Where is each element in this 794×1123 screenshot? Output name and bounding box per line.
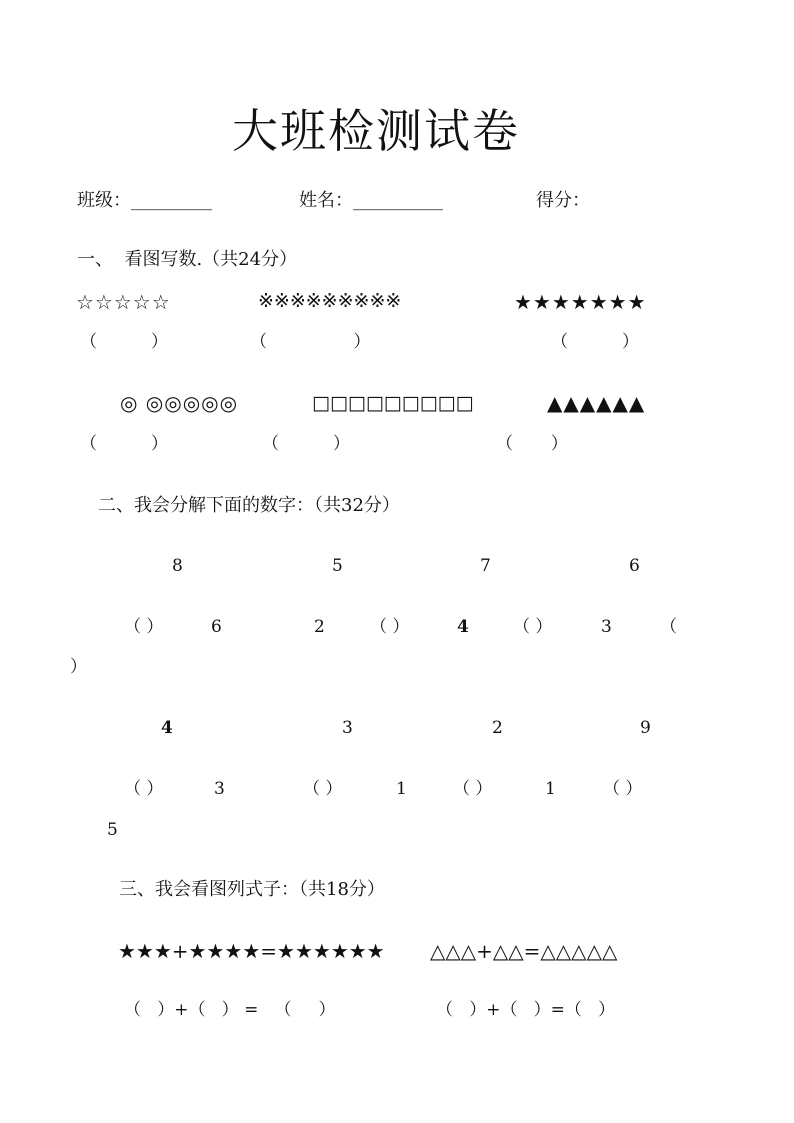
decompose-total: 6 [629,556,640,576]
decompose-part: 3 [214,779,225,799]
symbol-group-stars-filled: ★★★★★★★ [514,290,647,314]
decompose-part: 6 [211,617,222,637]
decompose-blank: （ ） [124,617,164,637]
decompose-total: 7 [480,556,491,576]
section1-heading: 一、 看图写数.（共24分） [77,249,298,270]
equation-stars: ★★★+★★★★=★★★★★★ [118,939,385,963]
decompose-part: 3 [601,617,612,637]
answer-blank-1: （ ） [80,332,169,352]
decompose-total: 4 [161,718,173,738]
decompose-part: 1 [545,779,556,799]
answer-blank-5: （ ） [262,434,351,454]
section3-heading: 三、我会看图列式子：（共18分） [119,879,385,900]
decompose-blank-open: （ [660,617,677,637]
decompose-total: 3 [342,718,353,738]
decompose-blank: （ ） [370,617,410,637]
answer-blank-4: （ ） [80,434,169,454]
decompose-blank: （ ） [513,617,553,637]
section2-heading: 二、我会分解下面的数字：（共32分） [98,495,400,516]
answer-blank-3: （ ） [551,332,640,352]
decompose-blank: （ ） [303,779,343,799]
class-field: 班级：_________ [77,190,212,211]
decompose-total: 5 [332,556,343,576]
decompose-part: 1 [396,779,407,799]
equation-triangles: △△△+△△=△△△△△ [430,939,618,963]
decompose-total: 9 [640,718,651,738]
answer-blank-6: （ ） [496,434,568,454]
decompose-blank: （ ） [603,779,643,799]
symbol-group-squares: □□□□□□□□□ [312,392,474,414]
page-title: 大班检测试卷 [232,104,520,158]
answer-blank-2: （ ） [250,332,371,352]
equation-answer-1: （ ）+（ ） = （ ） [124,1000,336,1020]
symbol-group-bullseyes: ◎ ◎◎◎◎◎ [120,391,239,415]
symbol-group-triangles: ▲▲▲▲▲▲ [547,391,646,415]
decompose-blank: （ ） [453,779,493,799]
decompose-part: 4 [457,617,469,637]
equation-answer-2: （ ）+（ ）=（ ） [436,1000,616,1020]
decompose-total: 2 [492,718,503,738]
decompose-blank-close: ） [70,657,87,677]
symbol-group-reference-marks: ※※※※※※※※※ [258,290,402,312]
decompose-blank: （ ） [124,779,164,799]
decompose-total: 8 [172,556,183,576]
symbol-group-stars-outline: ☆☆☆☆☆ [76,290,171,314]
name-field: 姓名：__________ [299,190,443,211]
score-field: 得分： [536,190,590,211]
decompose-part: 2 [314,617,325,637]
decompose-part: 5 [107,820,118,840]
